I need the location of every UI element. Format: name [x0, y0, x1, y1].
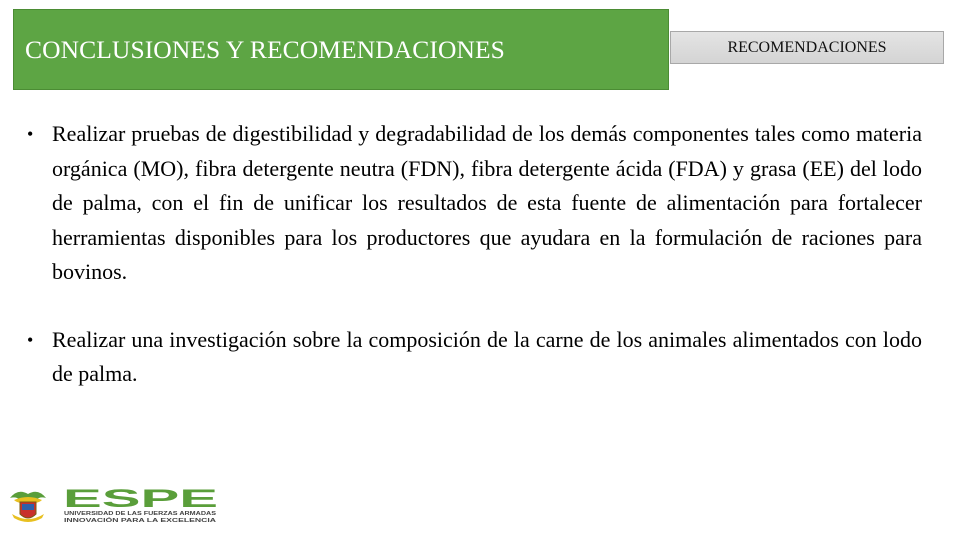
section-tab [670, 31, 944, 64]
logo-line2: INNOVACIÓN PARA LA EXCELENCIA [64, 518, 153, 524]
bullet-text: Realizar pruebas de digestibilidad y degradabilidad de los demás componentes tales como materia orgánica (MO), fibra detergente neutra (FDN), fibra detergente ácida (FDA) y grasa (EE) del lodo de palma, con el fin de unificar los resultados de esta fuente de alimentación para fortalecer herramientas disponibles para los productores que ayudara en la formulación de raciones para bovinos. [52, 121, 922, 284]
espe-logo [8, 484, 220, 526]
espe-wordmark [63, 485, 218, 513]
slide-title: CONCLUSIONES Y RECOMENDACIONES [25, 34, 505, 64]
bullet-list [24, 117, 922, 392]
bullet-text: Realizar una investigación sobre la composición de la carne de los animales alimentados con lodo de palma. [52, 326, 922, 386]
crest-icon [10, 492, 46, 522]
slide-title-banner [13, 9, 669, 90]
section-tab-label: RECOMENDACIONES [727, 38, 887, 56]
bullet-item [24, 117, 922, 290]
bullet-item [24, 323, 922, 392]
logo-line1: UNIVERSIDAD DE LAS FUERZAS ARMADAS [64, 511, 217, 517]
logo-name: ESPE [63, 485, 218, 513]
bullet-dot: • [27, 329, 34, 350]
bullet-dot: • [27, 124, 34, 144]
